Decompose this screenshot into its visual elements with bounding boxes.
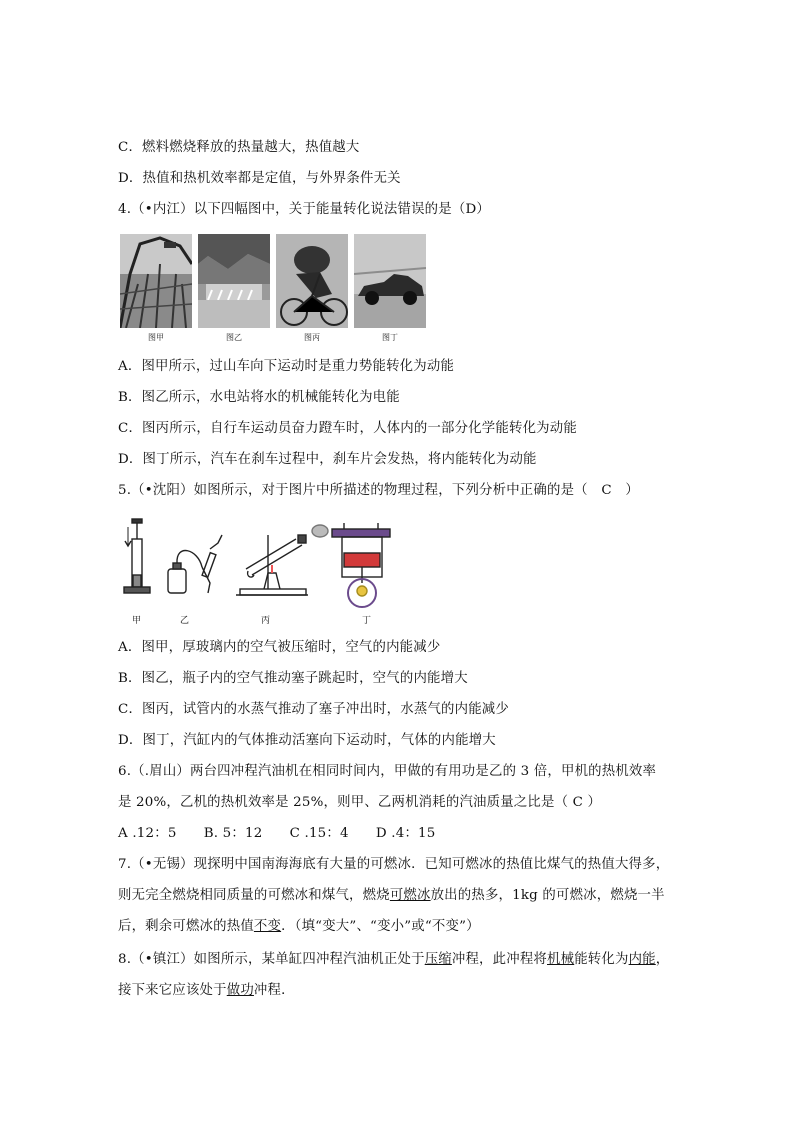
question-5-option-a: A．图甲，厚玻璃内的空气被压缩时，空气的内能减少 bbox=[118, 640, 441, 655]
question-5: 5.（•沈阳）如图所示，对于图片中所描述的物理过程，下列分析中正确的是（ C ） bbox=[118, 483, 639, 498]
question-5-option-d: D．图丁，汽缸内的气体推动活塞向下运动时，气体的内能增大 bbox=[118, 733, 496, 748]
question-4-photos bbox=[120, 234, 426, 346]
photo-cyclist bbox=[276, 234, 348, 328]
apparatus-caption-b: 乙 bbox=[180, 616, 190, 626]
question-6-line-1: 6.（.眉山）两台四冲程汽油机在相同时间内，甲做的有用功是乙的 3 倍，甲机的热机效率 bbox=[118, 764, 657, 779]
question-8-answer-3: 内能 bbox=[628, 952, 656, 967]
question-8-text: 接下来它应该处于 bbox=[118, 983, 227, 998]
question-8-answer-1: 压缩 bbox=[424, 952, 452, 967]
question-7-answer-1: 可燃冰 bbox=[389, 888, 431, 903]
photo-roller-coaster bbox=[120, 234, 192, 328]
photo-caption-c: 图丙 bbox=[304, 333, 320, 342]
question-8-text: 冲程，此冲程将 bbox=[451, 952, 548, 967]
question-8-line-1 bbox=[118, 951, 669, 969]
question-7-line-3 bbox=[118, 918, 480, 936]
question-7-line-1: 7.（•无锡）现探明中国南海海底有大量的可燃冰．已知可燃冰的热值比煤气的热值大得多， bbox=[118, 857, 670, 872]
apparatus-caption-d: 丁 bbox=[362, 616, 372, 626]
photo-caption-b: 图乙 bbox=[226, 333, 242, 342]
question-5-option-b: B．图乙，瓶子内的空气推动塞子跳起时，空气的内能增大 bbox=[118, 671, 468, 686]
question-7-text: 后，剩余可燃冰的热值 bbox=[118, 919, 254, 934]
photo-caption-a: 图甲 bbox=[148, 333, 164, 342]
apparatus-caption-c: 丙 bbox=[261, 616, 271, 626]
question-8-answer-4: 做功 bbox=[226, 983, 254, 998]
option-d-prev: D．热值和热机效率都是定值，与外界条件无关 bbox=[118, 171, 401, 186]
question-5-option-c: C．图丙，试管内的水蒸气推动了塞子冲出时，水蒸气的内能减少 bbox=[118, 702, 509, 717]
question-4-option-d: D．图丁所示，汽车在刹车过程中，刹车片会发热，将内能转化为动能 bbox=[118, 452, 537, 467]
question-6-options: A .12：5 B. 5：12 C .15：4 D .4：15 bbox=[118, 826, 436, 841]
question-4: 4.（•内江）以下四幅图中，关于能量转化说法错误的是（D） bbox=[118, 202, 490, 217]
question-8-line-2 bbox=[118, 982, 295, 1000]
question-4-option-b: B．图乙所示，水电站将水的机械能转化为电能 bbox=[118, 390, 400, 405]
apparatus-drawing bbox=[118, 513, 398, 613]
question-7-answer-2: 不变 bbox=[253, 919, 282, 934]
question-7-text: 放出的热多，1kg 的可燃冰，燃烧一半 bbox=[430, 888, 665, 903]
question-7-text: 则无完全燃烧相同质量的可燃冰和煤气，燃烧 bbox=[118, 888, 390, 903]
photo-race-car bbox=[354, 234, 426, 328]
question-7-line-2 bbox=[118, 887, 665, 905]
question-8-text: 8.（•镇江）如图所示，某单缸四冲程汽油机正处于 bbox=[118, 952, 425, 967]
question-8-text: 能转化为 bbox=[574, 952, 629, 967]
question-6-line-2: 是 20%，乙机的热机效率是 25%，则甲、乙两机消耗的汽油质量之比是（ C ） bbox=[118, 795, 602, 810]
option-c-prev: C．燃料燃烧释放的热量越大，热值越大 bbox=[118, 140, 360, 155]
question-7-text: ．（填“变大”、“变小”或“不变”） bbox=[281, 919, 480, 934]
question-4-option-c: C．图丙所示，自行车运动员奋力蹬车时，人体内的一部分化学能转化为动能 bbox=[118, 421, 577, 436]
question-8-text: 冲程． bbox=[253, 983, 295, 998]
photo-caption-d: 图丁 bbox=[382, 333, 398, 342]
question-8-answer-2: 机械 bbox=[547, 952, 575, 967]
apparatus-caption-a: 甲 bbox=[132, 616, 142, 626]
question-8-text: ， bbox=[655, 952, 670, 967]
photo-hydropower-station bbox=[198, 234, 270, 328]
question-5-apparatus bbox=[118, 513, 398, 625]
question-4-option-a: A．图甲所示，过山车向下运动时是重力势能转化为动能 bbox=[118, 359, 455, 374]
